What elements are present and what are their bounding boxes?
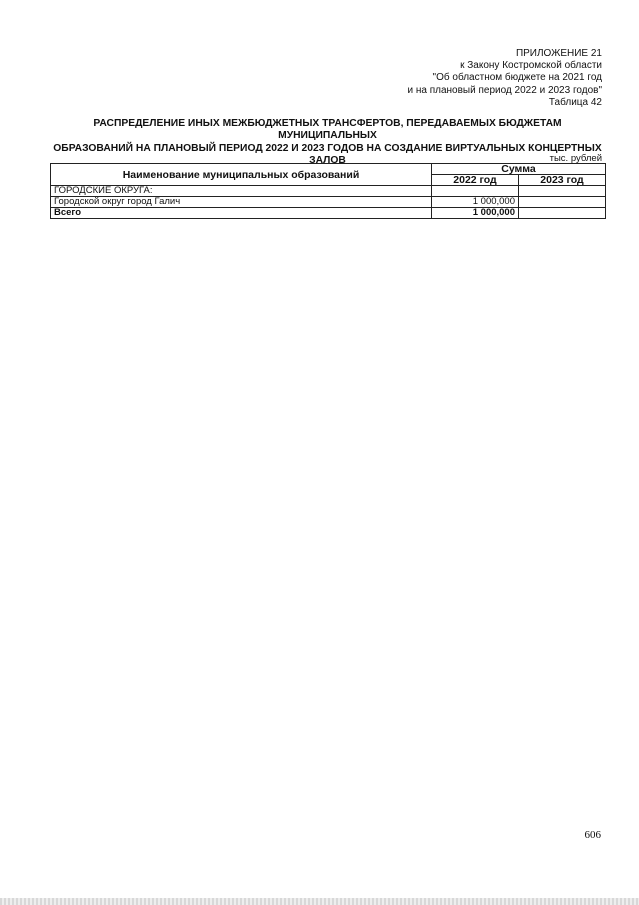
row-value-2023 xyxy=(519,186,606,197)
total-label: Всего xyxy=(51,208,432,219)
column-header-2023: 2023 год xyxy=(519,175,606,186)
attachment-period: и на плановый период 2022 и 2023 годов" xyxy=(407,84,602,96)
column-header-name: Наименование муниципальных образований xyxy=(51,164,432,186)
scan-border xyxy=(0,898,639,905)
attachment-budget-title: "Об областном бюджете на 2021 год xyxy=(432,72,602,84)
title-line: ОБРАЗОВАНИЙ НА ПЛАНОВЫЙ ПЕРИОД 2022 И 2023 ГОДОВ НА СОЗДАНИЕ ВИРТУАЛЬНЫХ КОНЦЕРТНЫХ xyxy=(53,142,602,154)
table-row xyxy=(51,186,606,197)
document-title xyxy=(50,118,605,167)
column-header-2022: 2022 год xyxy=(432,175,519,186)
page-number: 606 xyxy=(584,829,601,841)
row-value-2022: 1 000,000 xyxy=(432,197,519,208)
row-name: Городской округ город Галич xyxy=(51,197,432,208)
attachment-law: к Закону Костромской области xyxy=(460,60,602,72)
column-header-sum: Сумма xyxy=(432,164,606,175)
total-value-2023 xyxy=(519,208,606,219)
row-name: ГОРОДСКИЕ ОКРУГА: xyxy=(51,186,432,197)
attachment-title: ПРИЛОЖЕНИЕ 21 xyxy=(515,48,602,59)
distribution-table xyxy=(50,163,606,219)
row-value-2022 xyxy=(432,186,519,197)
table-total-row xyxy=(51,208,606,219)
title-line: РАСПРЕДЕЛЕНИЕ ИНЫХ МЕЖБЮДЖЕТНЫХ ТРАНСФЕРТОВ, ПЕРЕДАВАЕМЫХ БЮДЖЕТАМ МУНИЦИПАЛЬНЫХ xyxy=(93,118,562,142)
attachment-table-number: Таблица 42 xyxy=(548,96,602,108)
title-line: ЗАЛОВ xyxy=(309,154,346,166)
attachment-header xyxy=(407,48,602,109)
units-label: тыс. рублей xyxy=(549,153,602,164)
table-row xyxy=(51,197,606,208)
row-value-2023 xyxy=(519,197,606,208)
total-value-2022: 1 000,000 xyxy=(432,208,519,219)
